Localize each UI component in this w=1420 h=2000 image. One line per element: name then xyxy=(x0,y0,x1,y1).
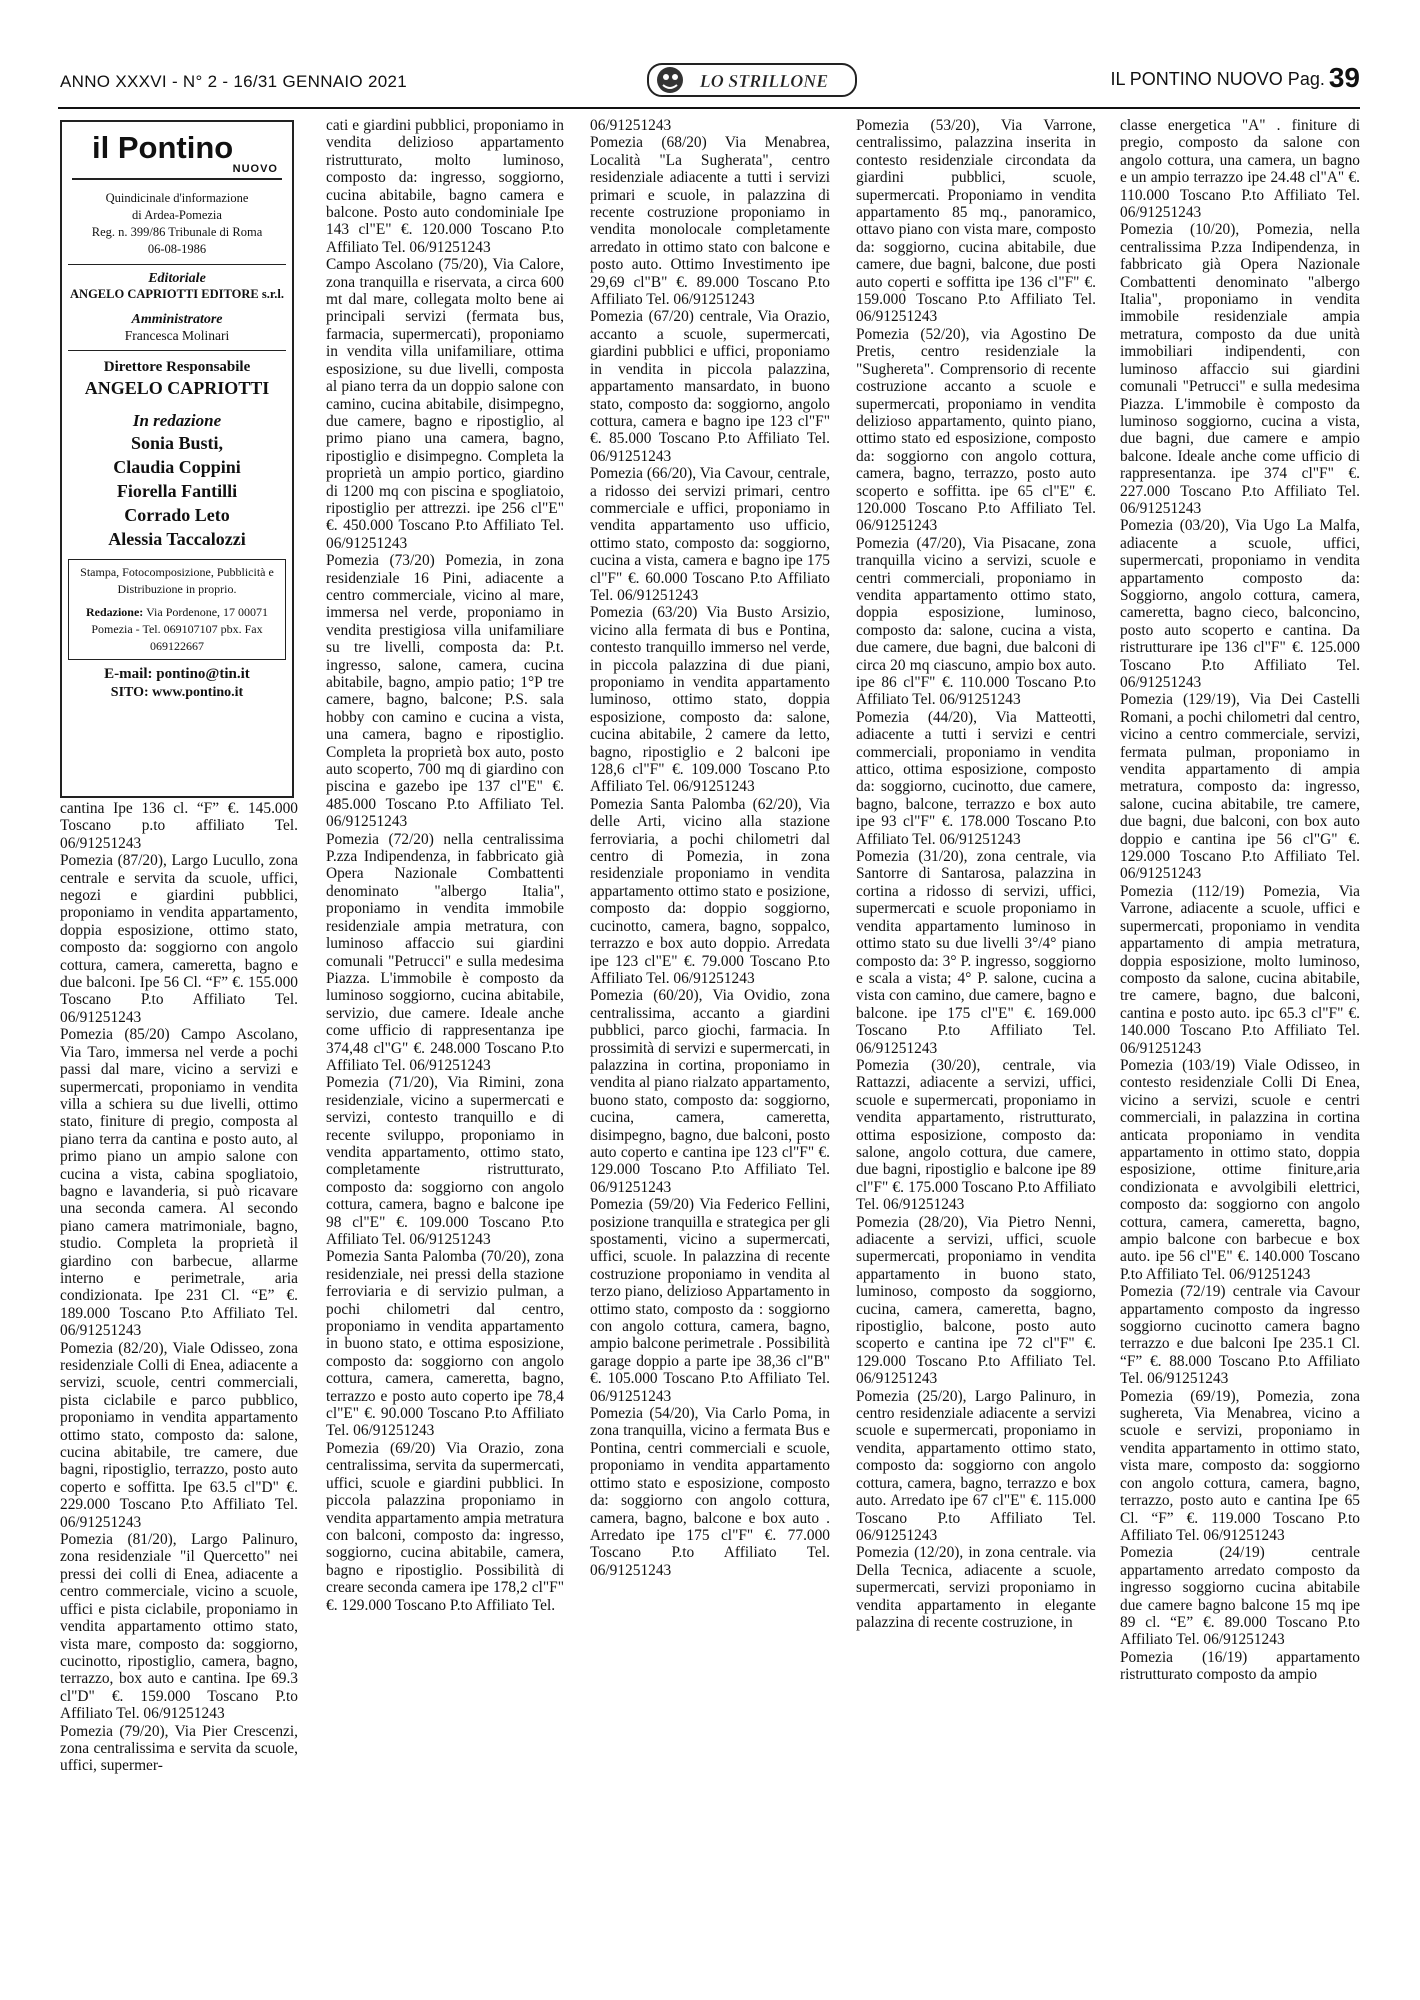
column-3 xyxy=(590,117,830,1579)
classified-ad: Pomezia (31/20), zona centrale, via Santorre di Santarosa, palazzina in cortina a ridosso di servizi, uffici, supermercati e scuole proponiamo in vendita appartamento luminoso in ottimo stato su due livelli 3°/4° piano composto da: 3° P. ingresso, soggiorno e scala a vista; 4° P. salone, cucina a vista con camino, due camere, bagno e balcone. ipe 175 cl"E" €. 169.000 Toscano P.to Affiliato Tel. 06/91251243 xyxy=(856,848,1096,1057)
classified-ad: Pomezia (16/19) appartamento ristrutturato composto da ampio xyxy=(1120,1648,1360,1684)
redazione-address xyxy=(71,604,283,655)
classified-ad: Pomezia (30/20), centrale, via Rattazzi, adiacente a servizi, uffici, scuole e supermercati, proponiamo in vendita appartamento, ristrutturato, ottima esposizione, composto da: salone, angolo cottura, due camere, due bagni, ripostiglio e balcone ipe 89 cl"F" €. 175.000 Toscano P.to Affiliato Tel. 06/91251243 xyxy=(856,1056,1096,1214)
classified-ad: Pomezia Santa Palomba (62/20), Via delle Arti, vicino alla stazione ferroviaria, a pochi chilometri dal centro di Pomezia, in zona residenziale proponiamo in vendita appartamento ottimo stato e posizione, composto da: doppio soggiorno, cucinotto, camera, bagno, soppalco, terrazzo e box auto doppio. Arredata ipe 123 cl"E" €. 79.000 Toscano P.to Affiliato Tel. 06/91251243 xyxy=(590,795,830,987)
classified-ad: Pomezia (52/20), via Agostino De Pretis, centro residenziale la "Sughereta". Comprensorio di recente costruzione accanto a scuole e supermercati, proponiamo in vendita delizioso appartamento, quinto piano, ottimo stato ed esposizione, composto da: soggiorno con angolo cottura, camera, bagno, terrazzo, posto auto scoperto e soffitta. ipe 65 cl"E" €. 120.000 Toscano P.to Affiliato Tel. 06/91251243 xyxy=(856,325,1096,535)
classified-ad: Pomezia (25/20), Largo Palinuro, in centro residenziale adiacente a servizi scuole e supermercati, proponiamo in vendita, appartamento ottimo stato, composto da: soggiorno con angolo cottura, camera, bagno, terrazzo e box auto. Arredato ipe 67 cl"E" €. 115.000 Toscano P.to Affiliato Tel. 06/91251243 xyxy=(856,1387,1096,1544)
subtitle-line: di Ardea-Pomezia xyxy=(132,208,222,222)
stampa-box xyxy=(68,559,286,660)
classified-ad: Pomezia (69/20) Via Orazio, zona centralissima, servita da supermercati, uffici, scuole e giardini pubblici. In piccola palazzina proponiamo in vendita appartamento ampia metratura con balconi, composto da: ingresso, soggiorno, cucina abitabile, camera, bagno e ripostiglio. Possibilità di creare seconda camera ipe 178,2 cl"F" €. 129.000 Toscano P.to Affiliato Tel. xyxy=(326,1439,564,1614)
redazione-label: In redazione xyxy=(132,411,222,430)
classified-ad: Pomezia (71/20), Via Rimini, zona residenziale, vicino a supermercati e servizi, contesto tranquillo e di recente sviluppo, proponiamo in vendita appartamento, ottimo stato, completamente ristrutturato, composto da: soggiorno con angolo cottura, camera, bagno e balcone ipe 98 cl"E" €. 109.000 Toscano P.to Affiliato Tel. 06/91251243 xyxy=(326,1074,564,1248)
address-label: Redazione: xyxy=(85,605,144,619)
column-1 xyxy=(60,800,298,1775)
classified-ad: Pomezia (69/19), Pomezia, zona sughereta, Via Menabrea, vicino a scuole e servizi, proponiamo in vendita appartamento in ottimo stato, vista mare, composto da: soggiorno con angolo cottura, camera, bagno, terrazzo, posto auto e cantina Ipe 65 Cl. “F” €. 119.000 Toscano P.to Affiliato Tel. 06/91251243 xyxy=(1120,1387,1360,1544)
paper-title: IL PONTINO NUOVO Pag. xyxy=(1110,69,1325,89)
classified-ad: Pomezia (68/20) Via Menabrea, Località "La Sugherata", centro residenziale adiacente a tutti i servizi primari e scuole, in palazzina di recente costruzione proponiamo in vendita monolocale completamente arredato in ottimo stato con balcone e posto auto. Ottimo Investimento ipe 29,69 cl"B" €. 89.000 Toscano P.to Affiliato Tel. 06/91251243 xyxy=(590,134,830,309)
divider xyxy=(68,350,286,351)
classified-ad: Pomezia (63/20) Via Busto Arsizio, vicino alla fermata di bus e Pontina, contesto tranquillo immerso nel verde, in piccola palazzina di due piani, proponiamo in vendita appartamento luminoso, ottimo stato, doppia esposizione, composto da: salone, cucina abitabile, 2 camere da letto, bagno, ripostiglio e 2 balconi ipe 128,6 cl"F" €. 109.000 Toscano P.to Affiliato Tel. 06/91251243 xyxy=(590,604,830,796)
redazione-names xyxy=(62,431,292,551)
classified-ad: Pomezia (87/20), Largo Lucullo, zona centrale e servita da scuole, uffici, negozi e giardini pubblici, proponiamo in vendita appartamento, doppia esposizione, ottimo stato, composto da: soggiorno con angolo cottura, camera, cameretta, bagno e due balconi. Ipe 56 Cl. “F” €. 155.000 Toscano P.to Affiliato Tel. 06/91251243 xyxy=(60,852,298,1026)
editoriale-name: ANGELO CAPRIOTTI EDITORE s.r.l. xyxy=(70,287,284,301)
masthead-box xyxy=(60,120,294,798)
email[interactable]: E-mail: pontino@tin.it xyxy=(104,666,250,682)
classified-ad: Pomezia (12/20), in zona centrale. via Della Tecnica, adiacente a scuole, supermercati, servizi proponiamo in vendita appartamento in elegante palazzina di recente costruzione, in xyxy=(856,1544,1096,1631)
classified-ad: Campo Ascolano (75/20), Via Calore, zona tranquilla e riservata, a circa 600 mt dal mare, collegata molto bene ai principali servizi (fermata bus, farmacia, supermercati), proponiamo in vendita villa unifamiliare, ottima esposizione, su due livelli, composta al piano terra da un doppio salone con camino, cucina abitabile, disimpegno, due camere, bagno e ripostiglio, al primo piano una camera, bagno, ripostiglio e disimpegno. Completa la proprietà un ampio portico, giardino di 1200 mq con piscina e spogliatoio, ripostiglio per attrezzi. ipe 256 cl"E" €. 450.000 Toscano P.to Affiliato Tel. 06/91251243 xyxy=(326,256,564,552)
staff-name: Sonia Busti, xyxy=(130,433,224,453)
classified-ad: 06/91251243 xyxy=(590,117,672,134)
classified-ad: Pomezia (03/20), Via Ugo La Malfa, adiacente a scuole, uffici, supermercati, proponiamo in vendita appartamento composto da: Soggiorno, angolo cottura, camera, cameretta, bagno cieco, balconcino, posto auto scoperto e cantina. Da ristrutturare ipe 136 cl"F" €. 125.000 Toscano P.to Affiliato Tel. 06/91251243 xyxy=(1120,517,1360,691)
classified-ad: Pomezia (60/20), Via Ovidio, zona centralissima, accanto a giardini pubblici, parco giochi, farmacia. In prossimità di servizi e supermercati, in palazzina in cortina, proponiamo in vendita al piano rialzato appartamento, buono stato, composto da: soggiorno, cucina, camera, cameretta, disimpegno, bagno, due balconi, posto auto coperto e cantina ipe 123 cl"F" €. 129.000 Toscano P.to Affiliato Tel. 06/91251243 xyxy=(590,987,830,1196)
classified-ad: Pomezia (79/20), Via Pier Crescenzi, zona centralissima e servita da scuole, uffici, supermer- xyxy=(60,1722,298,1775)
page-label xyxy=(1110,62,1360,94)
classified-ad: Pomezia (54/20), Via Carlo Poma, in zona tranquilla, vicino a fermata Bus e Pontina, centri commerciali e scuole, proponiamo in vendita appartamento ottimo stato e esposizione, composto da: soggiorno con angolo cottura, camera, bagno, balcone e box auto . Arredato ipe 175 cl"F" €. 77.000 Toscano P.to Affiliato Tel. 06/91251243 xyxy=(590,1405,830,1579)
classified-ad: Pomezia (47/20), Via Pisacane, zona tranquilla vicino a servizi, scuole e centri commerciali, proponiamo in vendita appartamento ottimo stato, doppia esposizione, luminoso, composto da: salone, cucina a vista, due camere, due bagni, due balconi di circa 20 mq ciascuno, ampio box auto. ipe 86 cl"F" €. 110.000 Toscano P.to Affiliato Tel. 06/91251243 xyxy=(856,534,1096,709)
classified-ad: Pomezia (85/20) Campo Ascolano, Via Taro, immersa nel verde a pochi passi dal mare, vicino a servizi e supermercati, proponiamo in vendita villa a schiera su due livelli, ottimo stato, finiture di pregio, composta al piano terra da cantina e posto auto, al primo piano un ampio salone con cucina a vista, cabina spogliatoio, bagno e lavanderia, si può ricavare una seconda camera. Al secondo piano camera matrimoniale, bagno, studio. Completa la proprietà il giardino con barbecue, allarme interno e perimetrale, aria condizionata. Ipe 231 Cl. “E” €. 189.000 Toscano P.to Affiliato Tel. 06/91251243 xyxy=(60,1026,298,1340)
classified-ad: Pomezia (73/20) Pomezia, in zona residenziale 16 Pini, adiacente a centro commerciale, vicino al mare, immersa nel verde, proponiamo in vendita prestigiosa villa unifamiliare su tre livelli, composta da: P.t. ingresso, salone, camera, cucina abitabile, bagno, ampio patio; 1°P tre camere, bagno, balcone; P.S. sala hobby con camino e cucina a vista, una camera, bagno e ripostiglio. Completa la proprietà box auto, posto auto scoperto, 700 mq di giardino con piscina e gazebo ipe 137 cl"E" €. 485.000 Toscano P.to Affiliato Tel. 06/91251243 xyxy=(326,552,564,831)
divider xyxy=(68,264,286,265)
column-4 xyxy=(856,117,1096,1631)
classified-ad: Pomezia (66/20), Via Cavour, centrale, a ridosso dei servizi primari, centro commerciale e uffici, proponiamo in vendita appartamento uso ufficio, ottimo stato, composto da: soggiorno, cucina a vista, camera e bagno ipe 175 cl"F" €. 60.000 Toscano P.to Affiliato Tel. 06/91251243 xyxy=(590,465,830,604)
lo-strillone-logo xyxy=(646,60,858,100)
issue-info: ANNO XXXVI - N° 2 - 16/31 GENNAIO 2021 xyxy=(60,72,407,91)
amministratore-name: Francesca Molinari xyxy=(124,328,230,343)
classified-ad: Pomezia (112/19) Pomezia, Via Varrone, adiacente a scuole, uffici e supermercati, proponiamo in vendita appartamento di ampia metratura, doppia esposizione, molto luminoso, composto da salone, cucina abitabile, tre camere, bagno, due balconi, cantina e posto auto. ipc 65.3 cl"F" €. 140.000 Toscano P.to Affiliato Tel. 06/91251243 xyxy=(1120,882,1360,1057)
stampa-text: Stampa, Fotocomposizione, Pubblicità e Distribuzione in proprio. xyxy=(80,565,274,596)
classified-ad: Pomezia (44/20), Via Matteotti, adiacente a tutti i servizi e centri commerciali, proponiamo in vendita attico, ottima esposizione, composto da: soggiorno, cucinotto, due camere, bagno, balcone, terrazzo e box auto ipe 93 cl"F" €. 178.000 Toscano P.to Affiliato Tel. 06/91251243 xyxy=(856,708,1096,848)
logo-text: LO STRILLONE xyxy=(699,71,829,91)
subtitle-line: 06-08-1986 xyxy=(147,242,207,256)
classified-ad: Pomezia (53/20), Via Varrone, centralissimo, palazzina inserita in contesto residenziale circondata da giardini pubblici, scuole, supermercati. Proponiamo in vendita appartamento 85 mq., panoramico, ottavo piano con vista mare, composto da: soggiorno, cucina abitabile, due camere, due bagni, balcone, due posti auto coperti e soffitta ipe 136 cl"F" €. 159.000 Toscano P.to Affiliato Tel. 06/91251243 xyxy=(856,117,1096,326)
classified-ad: Pomezia (81/20), Largo Palinuro, zona residenziale "il Quercetto" nei pressi dei colli di Enea, adiacente a centro commerciale, vicino a scuole, uffici e pista ciclabile, proponiamo in vendita appartamento ottimo stato, vista mare, composto da: soggiorno, cucinotto, ripostiglio, camera, bagno, terrazzo, box auto e cantina. Ipe 69.3 cl"D" €. 159.000 Toscano P.to Affiliato Tel. 06/91251243 xyxy=(60,1531,298,1723)
staff-name: Claudia Coppini xyxy=(113,457,241,477)
classified-ad: classe energetica "A" . finiture di pregio, composto da salone con angolo cottura, una camera, un bagno e un ampio terrazzo ipe 24.48 cl"A" €. 110.000 Toscano P.to Affiliato Tel. 06/91251243 xyxy=(1120,117,1360,222)
masthead-nuovo: NUOVO xyxy=(232,163,278,175)
classified-ad: Pomezia (24/19) centrale appartamento arredato composto da ingresso soggiorno cucina abitabile due camere bagno balcone 15 mq ipe 89 cl. “E” €. 89.000 Toscano P.to Affiliato Tel. 06/91251243 xyxy=(1120,1544,1360,1649)
page-header xyxy=(58,60,1360,104)
classified-ad: cantina Ipe 136 cl. “F” €. 145.000 Toscano p.to affiliato Tel. 06/91251243 xyxy=(60,800,298,852)
classified-ad: Pomezia (82/20), Viale Odisseo, zona residenziale Colli di Enea, adiacente a servizi, scuole, centri commerciali, pista ciclabile e parco pubblico, proponiamo in vendita appartamento ottimo stato, composto da: salone, cucina abitabile, tre camere, due bagni, ripostiglio, terrazzo, posto auto coperto e soffitta. Ipe 63.5 cl"D" €. 229.000 Toscano P.to Affiliato Tel. 06/91251243 xyxy=(60,1339,298,1531)
staff-name: Fiorella Fantilli xyxy=(116,481,238,501)
staff-name: Corrado Leto xyxy=(124,505,230,525)
classified-ad: Pomezia (72/20) nella centralissima P.zza Indipendenza, in fabbricato già Opera Nazionale Combattenti denominato "albergo Italia", proponiamo in vendita immobile residenziale ampia metratura, con luminoso affaccio sui giardini comunali "Petrucci" e sulla medesima Piazza. L'immobile è composto da luminoso soggiorno, cucina abitabile, servizio, due camere. Ideale anche come ufficio di rappresentanza ipe 374,48 cl"G" €. 248.000 Toscano P.to Affiliato Tel. 06/91251243 xyxy=(326,830,564,1074)
amministratore-label: Amministratore xyxy=(131,312,223,327)
classified-ad: Pomezia (72/19) centrale via Cavour appartamento composto da ingresso soggiorno cucinotto camera bagno terrazzo e due balconi Ipe 235.1 Cl. “F” €. 88.000 Toscano P.to Affiliato Tel. 06/91251243 xyxy=(1120,1283,1360,1388)
direttore-name: ANGELO CAPRIOTTI xyxy=(84,378,270,398)
subtitle-line: Quindicinale d'informazione xyxy=(105,191,249,205)
staff-name: Alessia Taccalozzi xyxy=(108,529,246,549)
direttore-label: Direttore Responsabile xyxy=(103,359,251,375)
column-5 xyxy=(1120,117,1360,1684)
page-number: 39 xyxy=(1328,62,1360,93)
classified-ad: Pomezia (10/20), Pomezia, nella centralissima P.zza Indipendenza, in fabbricato già Opera Nazionale Combattenti denominato "albergo Italia", proponiamo in vendita immobile residenziale ampia metratura, composto da due unità immobiliari indipendenti, con luminoso affaccio sui giardini comunali "Petrucci" e sulla medesima Piazza. L'immobile è composto da luminoso soggiorno, cucina a vista, due bagni, due camere e ampio balcone. Ideale anche come ufficio di rappresentanza. ipe 374 cl"F" €. 227.000 Toscano P.to Affiliato Tel. 06/91251243 xyxy=(1120,221,1360,517)
subtitle-line: Reg. n. 399/86 Tribunale di Roma xyxy=(91,225,263,239)
classified-ad: Pomezia (129/19), Via Dei Castelli Romani, a pochi chilometri dal centro, vicino a centro commerciale, servizi, fermata pulman, proponiamo in vendita appartamento di ampia metratura, composto da: ingresso, salone, cucina abitabile, tre camere, due bagni, due balconi, con box auto doppio e cantina ipe 56 cl"G" €. 129.000 Toscano P.to Affiliato Tel. 06/91251243 xyxy=(1120,691,1360,883)
classified-ad: cati e giardini pubblici, proponiamo in vendita delizioso appartamento ristrutturato, molto luminoso, composto da: ingresso, soggiorno, cucina abitabile, bagno camera e balcone. Posto auto condominiale Ipe 143 cl"E" €. 120.000 Toscano P.to Affiliato Tel. 06/91251243 xyxy=(326,117,564,256)
header-rule xyxy=(58,107,1360,109)
masthead-subtitle xyxy=(62,190,292,258)
editoriale-label: Editoriale xyxy=(148,271,206,286)
classified-ad: Pomezia (67/20) centrale, Via Orazio, accanto a scuole, supermercati, giardini pubblici e uffici, proponiamo in vendita in piccola palazzina, appartamento mansardato, in buono stato, composto da: soggiorno, angolo cottura, camera e bagno ipe 123 cl"F" €. 85.000 Toscano P.to Affiliato Tel. 06/91251243 xyxy=(590,308,830,465)
classified-ad: Pomezia Santa Palomba (70/20), zona residenziale, nei pressi della stazione ferroviaria e di servizio pulman, a pochi chilometri dal centro, proponiamo in vendita appartamento in buono stato, e ottima esposizione, composto da: soggiorno con angolo cottura, camera, cameretta, bagno, terrazzo e posto auto coperto ipe 78,4 cl"E" €. 90.000 Toscano P.to Affiliato Tel. 06/91251243 xyxy=(326,1248,564,1440)
column-2 xyxy=(326,117,564,1614)
masthead-name: il Pontino xyxy=(92,130,234,165)
classified-ad: Pomezia (59/20) Via Federico Fellini, posizione tranquilla e strategica per gli spostamenti, vicino a supermercati, uffici, scuole. In palazzina di recente costruzione proponiamo in vendita al terzo piano, delizioso Appartamento in ottimo stato, composto da : soggiorno con angolo cottura, camera, bagno, ampio balcone perimetrale . Possibilità garage doppio a parte ipe 38,36 cl"B" €. 105.000 Toscano P.to Affiliato Tel. 06/91251243 xyxy=(590,1196,830,1405)
classified-ad: Pomezia (28/20), Via Pietro Nenni, adiacente a servizi, uffici, scuole supermercati, proponiamo in vendita appartamento in buono stato, luminoso, composto da soggiorno, cucina, camera, cameretta, bagno, ripostiglio, balcone, posto auto scoperto e cantina ipe 72 cl"F" €. 129.000 Toscano P.to Affiliato Tel. 06/91251243 xyxy=(856,1213,1096,1388)
classified-ad: Pomezia (103/19) Viale Odisseo, in contesto residenziale Colli Di Enea, vicino a servizi, scuole e centri commerciali, in palazzina in cortina anticata proponiamo in vendita appartamento in ottimo stato, doppia esposizione, ottime finiture,aria condizionata e avvolgibili elettrici, composto da: soggiorno con angolo cottura, camera, cameretta, bagno, ampio balcone con barbecue e box auto. ipe 56 cl"E" €. 140.000 Toscano P.to Affiliato Tel. 06/91251243 xyxy=(1120,1056,1360,1283)
masthead-title xyxy=(72,130,282,180)
address-text: Via Pordenone, 17 00071 Pomezia - Tel. 069107107 pbx. Fax 069122667 xyxy=(91,605,269,653)
website[interactable]: SITO: www.pontino.it xyxy=(110,685,244,700)
